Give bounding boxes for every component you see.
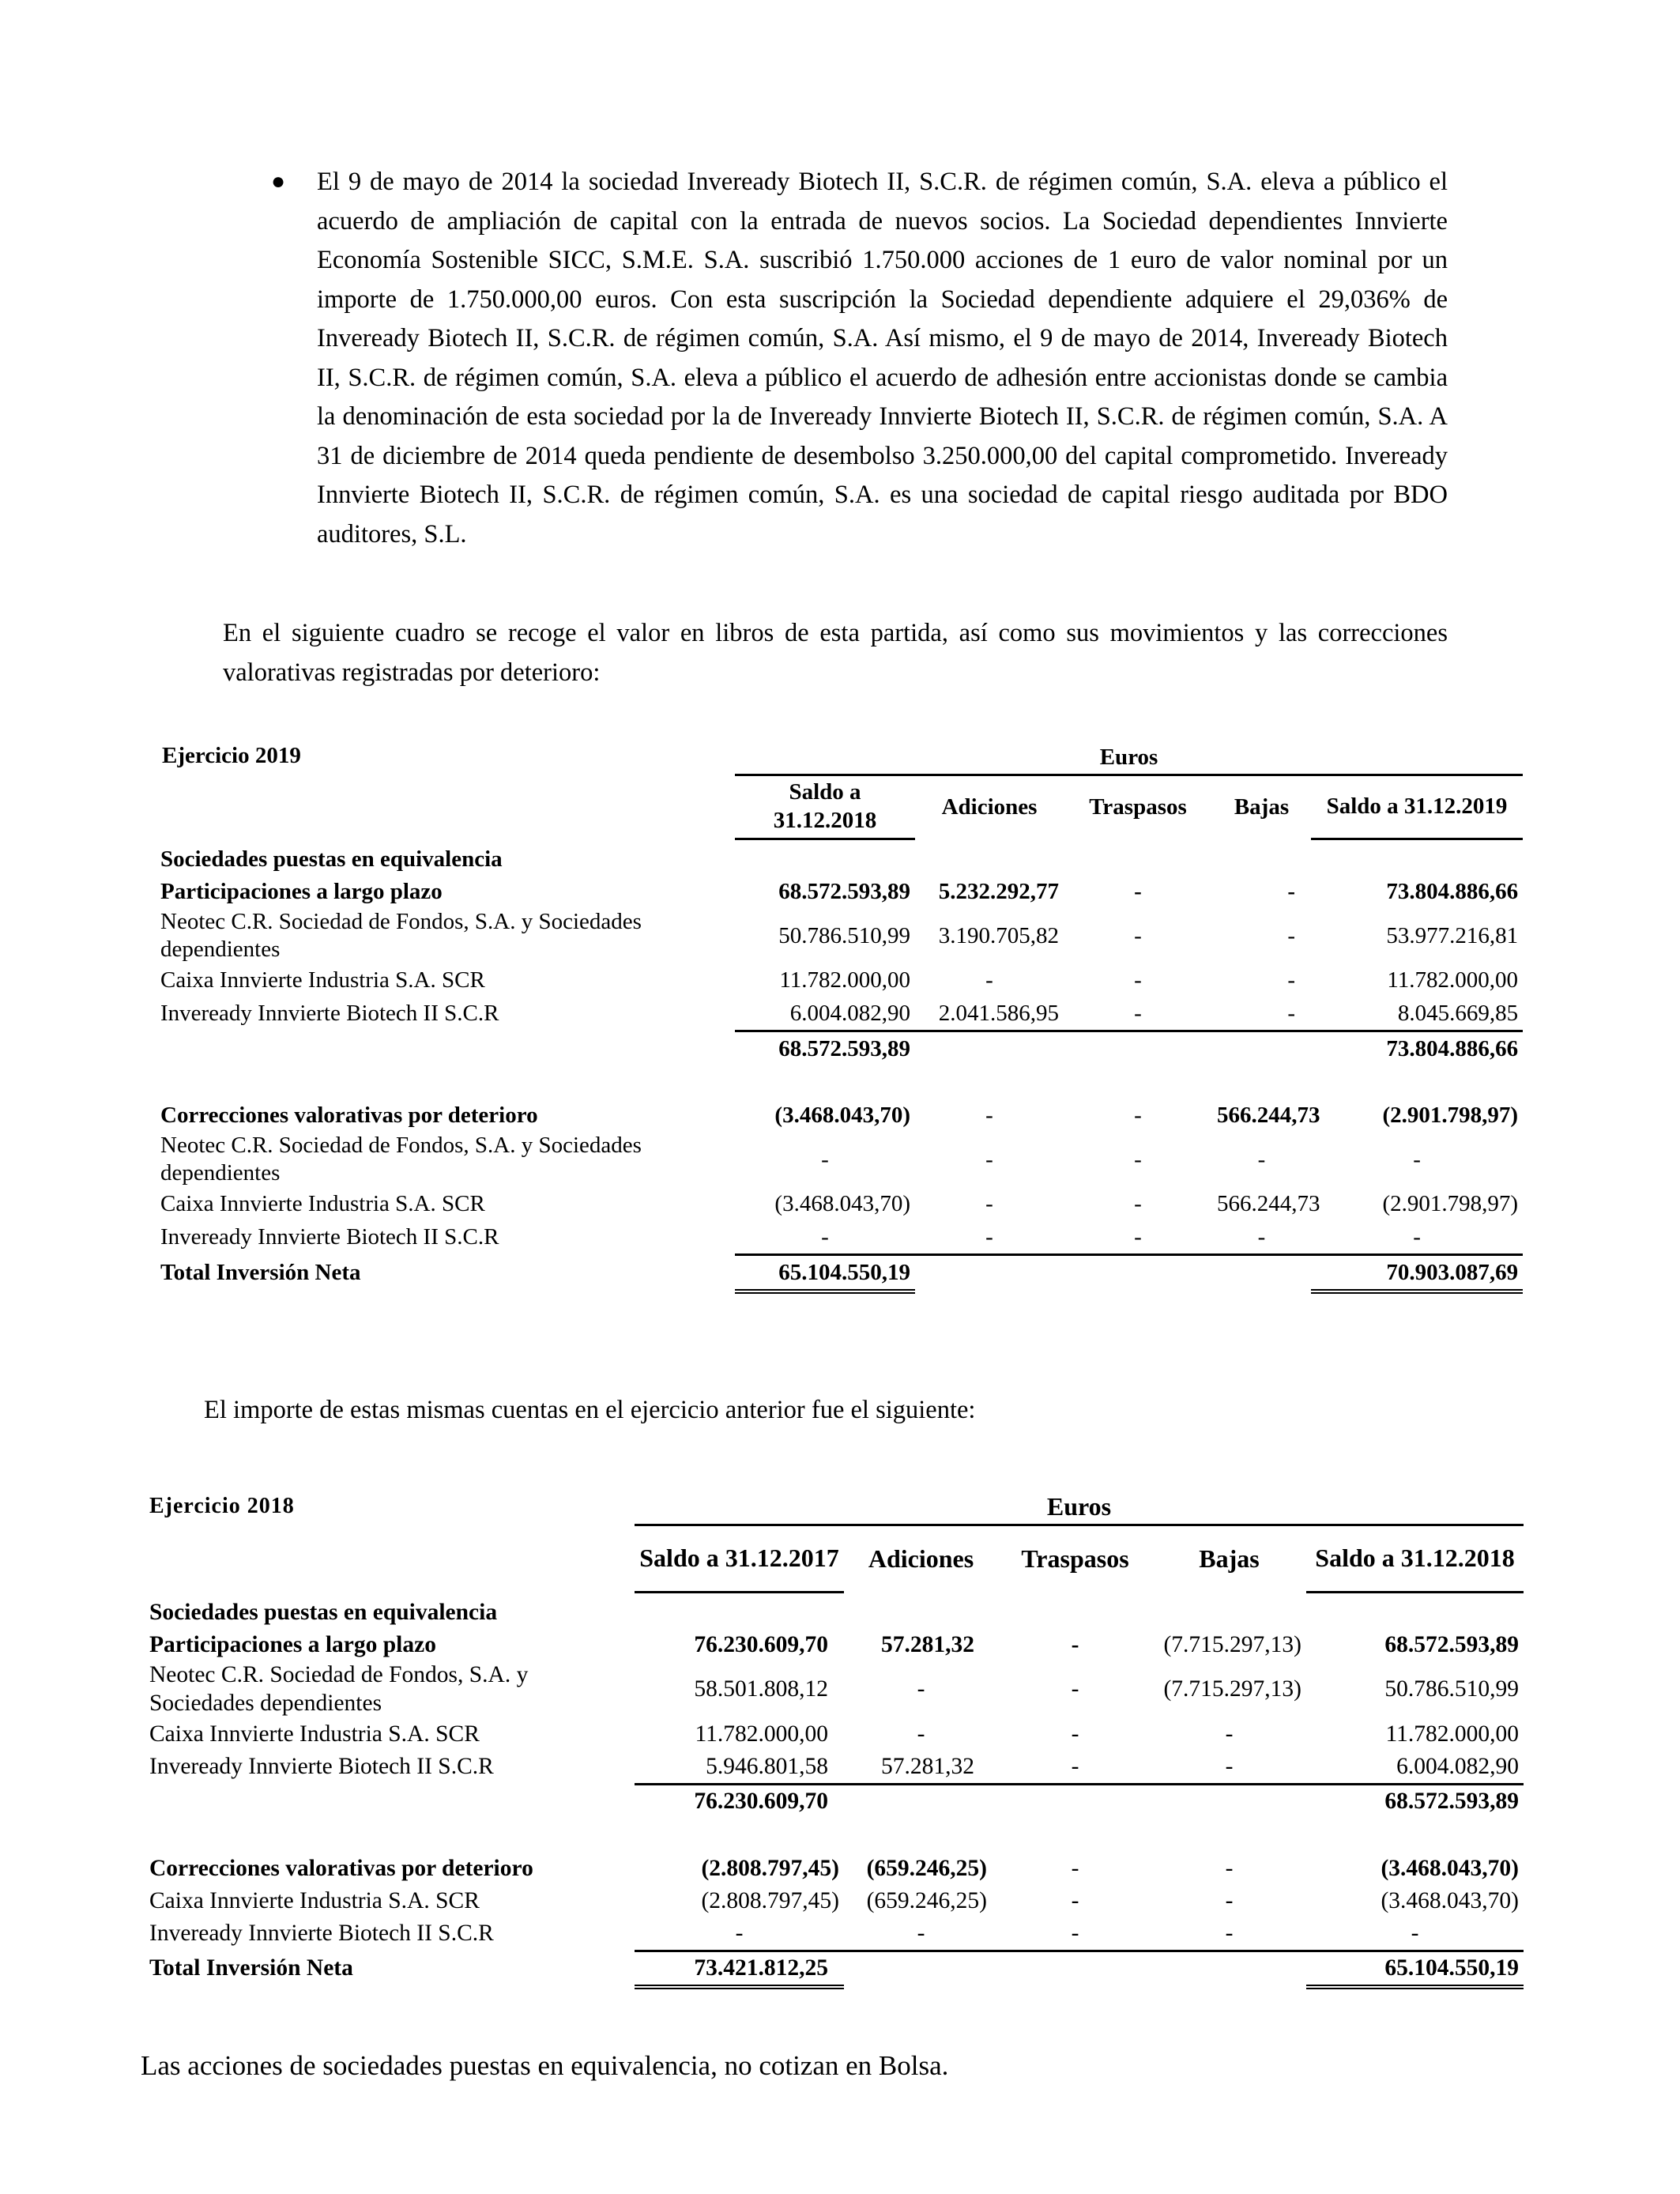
table-cell: (2.808.797,45)	[701, 1855, 839, 1881]
table-cell: 73.804.886,66	[1386, 878, 1519, 904]
row-label: Caixa Innvierte Industria S.A. SCR	[149, 1721, 480, 1747]
row-label: Total Inversión Neta	[160, 1260, 361, 1286]
section-label: Sociedades puestas en equivalencia	[149, 1600, 498, 1625]
table-row	[145, 1661, 1524, 1718]
row-label: Inveready Innvierte Biotech II S.C.R	[160, 1224, 499, 1250]
table-cell: (3.468.043,70)	[774, 1102, 910, 1128]
table-cell: 68.572.593,89	[778, 1035, 910, 1061]
table-cell: 68.572.593,89	[1384, 1788, 1520, 1814]
table-cell: 566.244,73	[1217, 1190, 1320, 1216]
column-header: Saldo a 31.12.2019	[1311, 775, 1523, 839]
table-cell: (3.468.043,70)	[774, 1190, 910, 1216]
table-total-row	[156, 1255, 1523, 1292]
row-label: Neotec C.R. Sociedad de Fondos, S.A. y Sociedades dependientes	[160, 1133, 642, 1186]
table-cell: -	[1071, 1887, 1079, 1913]
table-cell: -	[1134, 967, 1142, 993]
table-cell: 11.782.000,00	[1385, 1721, 1520, 1747]
table-cell: 50.786.510,99	[1384, 1676, 1520, 1702]
table-cell: -	[1311, 1220, 1523, 1255]
table-cell: -	[1152, 1751, 1306, 1785]
table-row	[145, 1629, 1524, 1661]
table-row	[156, 875, 1523, 908]
row-label: Inveready Innvierte Biotech II S.C.R	[149, 1754, 494, 1780]
closing-paragraph: Las acciones de sociedades puestas en equivalencia, no cotizan en Bolsa.	[141, 2050, 949, 2081]
column-header: Bajas	[1199, 1544, 1260, 1574]
table-cell: -	[1134, 1190, 1142, 1216]
row-label: Total Inversión Neta	[149, 1955, 353, 1981]
table-cell: (3.468.043,70)	[1381, 1887, 1520, 1913]
table-cell: 5.946.801,58	[635, 1751, 844, 1785]
table-cell: (3.468.043,70)	[1381, 1855, 1520, 1881]
table-cell: 8.045.669,85	[1311, 997, 1523, 1031]
table-row	[156, 1187, 1523, 1220]
table-header-row	[156, 775, 1523, 839]
table-cell: -	[1134, 1102, 1142, 1128]
column-header: Traspasos	[1089, 794, 1187, 820]
table-cell: 11.782.000,00	[695, 1721, 828, 1747]
row-label: Correcciones valorativas por deterioro	[149, 1855, 533, 1881]
table-cell: -	[735, 1220, 915, 1255]
table-cell: -	[1134, 922, 1142, 948]
table-row	[156, 1099, 1523, 1132]
table-row	[156, 1031, 1523, 1066]
table-cell: -	[985, 1146, 993, 1172]
row-label: Correcciones valorativas por deterioro	[160, 1102, 538, 1128]
table-cell: 76.230.609,70	[694, 1788, 828, 1814]
table-cell: -	[985, 1190, 993, 1216]
table-cell: (7.715.297,13)	[1163, 1676, 1301, 1702]
table-cell: -	[1287, 922, 1295, 948]
table-cell: 2.041.586,95	[915, 997, 1064, 1031]
table-cell: -	[915, 1220, 1064, 1255]
table-row	[156, 1132, 1523, 1187]
table-cell: -	[1306, 1917, 1524, 1951]
table-cell: -	[1225, 1855, 1234, 1881]
row-label: Caixa Innvierte Industria S.A. SCR	[160, 967, 485, 993]
column-header: Saldo a 31.12.2017	[635, 1525, 844, 1593]
table-cell: -	[1257, 1146, 1266, 1172]
table-cell: -	[821, 1146, 829, 1172]
column-header: Saldo a 31.12.2018	[1306, 1525, 1524, 1593]
table-cell: -	[985, 1102, 993, 1128]
row-label: Neotec C.R. Sociedad de Fondos, S.A. y Sociedades dependientes	[149, 1662, 529, 1716]
table-cell: (659.246,25)	[866, 1887, 987, 1913]
table-cell: 73.421.812,25	[635, 1951, 844, 1987]
table-2019-title: Ejercicio 2019	[162, 743, 301, 768]
mid-paragraph: El importe de estas mismas cuentas en el ejercicio anterior fue el siguiente:	[204, 1396, 976, 1424]
table-cell: 65.104.550,19	[735, 1255, 915, 1292]
table-cell: (659.246,25)	[866, 1855, 987, 1881]
table-cell: -	[844, 1917, 998, 1951]
table-cell: 57.281,32	[881, 1631, 974, 1657]
table-row	[145, 1593, 1524, 1629]
table-cell: (2.901.798,97)	[1382, 1190, 1519, 1216]
table-cell: -	[917, 1721, 925, 1747]
table-cell: 57.281,32	[844, 1751, 998, 1785]
table-row	[145, 1718, 1524, 1751]
table-cell: 566.244,73	[1217, 1102, 1320, 1128]
bullet-paragraph: El 9 de mayo de 2014 la sociedad Inveready Biotech II, S.C.R. de régimen común, S.A. eleva a público el acuerdo de ampliación de capital con la entrada de nuevos socios. La Sociedad dependientes Innvierte Economía Sostenible SICC, S.M.E. S.A. suscribió 1.750.000 acciones de 1 euro de valor nominal por un importe de 1.750.000,00 euros. Con esta suscripción la Sociedad dependiente adquiere el 29,036% de Inveready Biotech II, S.C.R. de régimen común, S.A. Así mismo, el 9 de mayo de 2014, Inveready Biotech II, S.C.R. de régimen común, S.A. eleva a público el acuerdo de adhesión entre accionistas donde se cambia la denominación de esta sociedad por la de Inveready Innvierte Biotech II, S.C.R. de régimen común, S.A. A 31 de diciembre de 2014 queda pendiente de desembolso 3.250.000,00 del capital comprometido. Inveready Innvierte Biotech II, S.C.R. de régimen común, S.A. es una sociedad de capital riesgo auditada por BDO auditores, S.L.	[317, 168, 1448, 548]
table-2018	[145, 1489, 1524, 1989]
table-cell: 68.572.593,89	[778, 878, 910, 904]
column-header: Saldo a 31.12.2018	[735, 775, 915, 839]
table-row	[156, 741, 1523, 775]
table-cell: 73.804.886,66	[1386, 1035, 1519, 1061]
table-row	[156, 839, 1523, 875]
table-cell: -	[1134, 878, 1142, 904]
table-row	[156, 1220, 1523, 1255]
table-cell: 11.782.000,00	[1387, 967, 1519, 993]
table-cell: -	[1064, 1220, 1212, 1255]
table-cell: 58.501.808,12	[694, 1676, 828, 1702]
table-cell: -	[1064, 997, 1212, 1031]
table-cell: -	[1071, 1855, 1079, 1881]
column-header: Adiciones	[941, 794, 1038, 820]
table-cell: 53.977.216,81	[1386, 922, 1519, 948]
table-row	[145, 1784, 1524, 1818]
row-label: Participaciones a largo plazo	[160, 878, 443, 904]
column-header: Bajas	[1234, 794, 1290, 820]
column-group-header: Euros	[735, 741, 1523, 775]
table-cell: 76.230.609,70	[694, 1631, 828, 1657]
row-label: Inveready Innvierte Biotech II S.C.R	[160, 1001, 499, 1027]
row-label: Caixa Innvierte Industria S.A. SCR	[149, 1887, 480, 1913]
table-cell: (2.901.798,97)	[1382, 1102, 1519, 1128]
bullet-icon: ●	[271, 168, 286, 194]
table-2018-title: Ejercicio 2018	[149, 1494, 295, 1518]
table-cell: 50.786.510,99	[778, 922, 910, 948]
table-cell: -	[635, 1917, 844, 1951]
table-cell: 70.903.087,69	[1311, 1255, 1523, 1292]
table-row	[145, 1917, 1524, 1951]
table-cell: -	[1071, 1631, 1079, 1657]
table-row	[145, 1853, 1524, 1885]
table-header-row	[145, 1525, 1524, 1593]
table-cell: 65.104.550,19	[1306, 1951, 1524, 1987]
column-group-header: Euros	[635, 1489, 1524, 1525]
table-cell: -	[998, 1751, 1152, 1785]
table-row	[156, 963, 1523, 997]
table-row	[156, 997, 1523, 1031]
table-row	[156, 908, 1523, 963]
table-cell: -	[1071, 1721, 1079, 1747]
table-cell: -	[998, 1917, 1152, 1951]
table-cell: -	[1071, 1676, 1079, 1702]
table-cell: -	[1134, 1146, 1142, 1172]
table-cell: 3.190.705,82	[938, 922, 1059, 948]
table-cell: -	[1152, 1917, 1306, 1951]
table-cell: -	[985, 967, 993, 993]
row-label: Inveready Innvierte Biotech II S.C.R	[149, 1921, 494, 1947]
row-label: Participaciones a largo plazo	[149, 1631, 436, 1657]
table-cell: -	[1212, 997, 1311, 1031]
row-label: Neotec C.R. Sociedad de Fondos, S.A. y Sociedades dependientes	[160, 909, 642, 962]
intro-paragraph: En el siguiente cuadro se recoge el valor en libros de esta partida, así como sus movimientos y las correcciones valorativas registradas por deterioro:	[223, 619, 1448, 687]
column-header: Traspasos	[1021, 1544, 1129, 1574]
table-cell: 5.232.292,77	[938, 878, 1059, 904]
table-cell: (7.715.297,13)	[1163, 1631, 1301, 1657]
table-row	[145, 1885, 1524, 1917]
column-header: Adiciones	[868, 1544, 974, 1574]
table-cell: -	[1413, 1146, 1421, 1172]
table-cell: -	[1287, 878, 1295, 904]
section-label: Sociedades puestas en equivalencia	[160, 846, 503, 872]
table-cell: 11.782.000,00	[779, 967, 910, 993]
table-cell: -	[1287, 967, 1295, 993]
table-cell: 68.572.593,89	[1384, 1631, 1520, 1657]
table-cell: 6.004.082,90	[1306, 1751, 1524, 1785]
table-cell: -	[1225, 1887, 1234, 1913]
table-cell: -	[1212, 1220, 1311, 1255]
table-cell: 6.004.082,90	[735, 997, 915, 1031]
table-total-row	[145, 1951, 1524, 1987]
table-cell: (2.808.797,45)	[701, 1887, 839, 1913]
table-row	[145, 1751, 1524, 1785]
table-row	[145, 1489, 1524, 1525]
table-cell: -	[917, 1676, 925, 1702]
table-cell: -	[1225, 1721, 1234, 1747]
table-2019	[156, 741, 1523, 1294]
row-label: Caixa Innvierte Industria S.A. SCR	[160, 1190, 485, 1216]
